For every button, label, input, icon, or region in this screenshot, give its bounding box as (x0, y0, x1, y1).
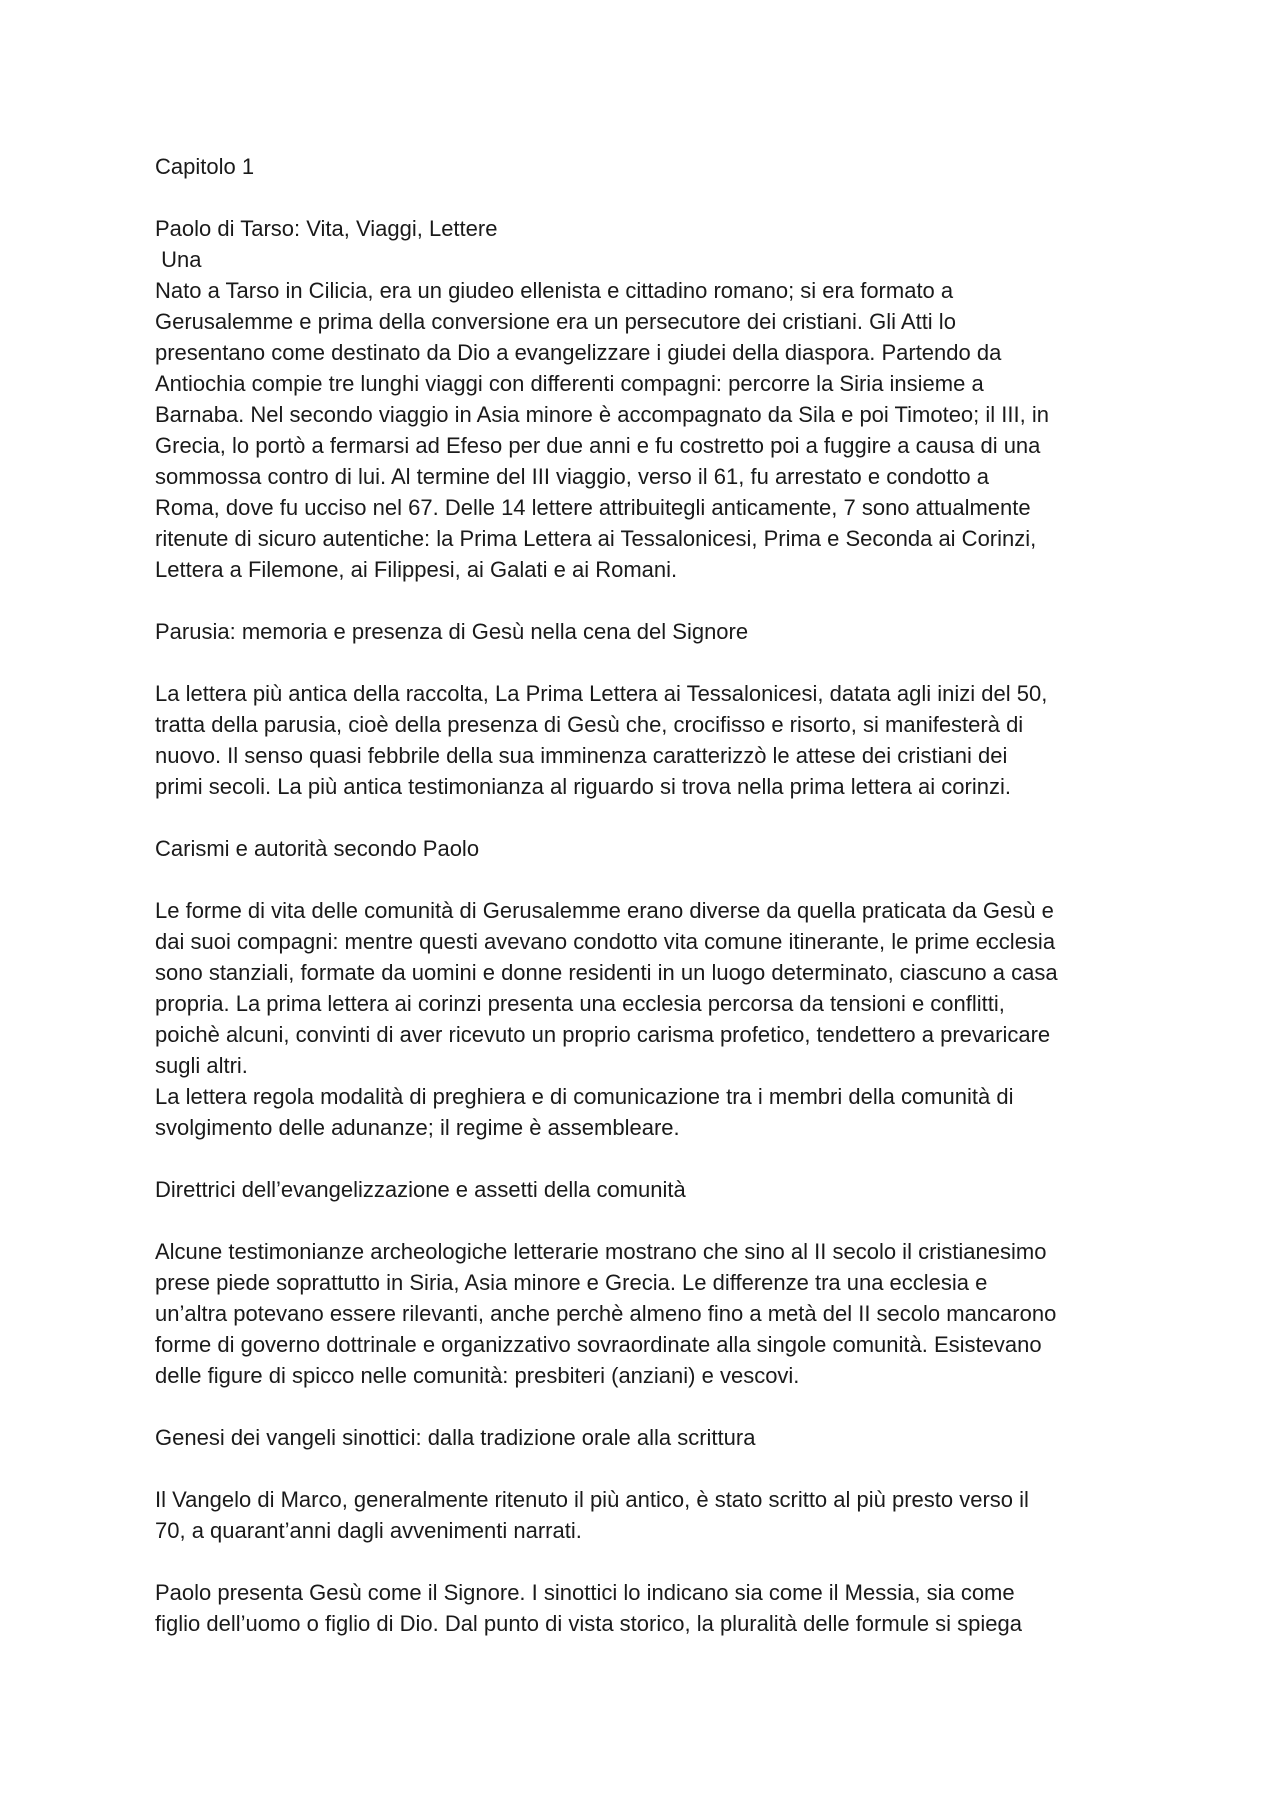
spacer (155, 182, 1155, 213)
spacer (155, 1205, 1155, 1236)
spacer (155, 585, 1155, 616)
paragraph-genesi-1: Il Vangelo di Marco, generalmente ritenuto il più antico, è stato scritto al più presto verso il 70, a quarant’anni dagli avvenimenti narrati. (155, 1487, 1029, 1543)
paragraph-carismi-1: Le forme di vita delle comunità di Gerusalemme erano diverse da quella praticata da Gesù e dai suoi compagni: mentre questi avevano condotto vita comune itinerante, le prime ecclesia sono stanziali, formate da uomini e donne residenti in un luogo determinato, ciascuno a casa propria. La prima lettera ai corinzi presenta una ecclesia percorsa da tensioni e conflitti, poichè alcuni, convinti di aver ricevuto un proprio carisma profetico, tendettero a prevaricare sugli altri. (155, 898, 1058, 1078)
paragraph-carismi-2: La lettera regola modalità di preghiera e di comunicazione tra i membri della comunità di svolgimento delle adunanze; il regime è assembleare. (155, 1084, 1014, 1140)
spacer (155, 864, 1155, 895)
spacer (155, 1391, 1155, 1422)
section-title-parusia: Parusia: memoria e presenza di Gesù nella cena del Signore (155, 619, 749, 644)
paragraph-direttrici: Alcune testimonianze archeologiche letterarie mostrano che sino al II secolo il cristianesimo prese piede soprattutto in Siria, Asia minore e Grecia. Le differenze tra una ecclesia e un’altra potevano essere rilevanti, anche perchè almeno fino a metà del II secolo mancarono forme di governo dottrinale e organizzativo sovraordinate alla singole comunità. Esistevano delle figure di spicco nelle comunità: presbiteri (anziani) e vescovi. (155, 1239, 1057, 1388)
section-title-carismi: Carismi e autorità secondo Paolo (155, 836, 480, 861)
spacer (155, 1143, 1155, 1174)
paragraph-paolo: Nato a Tarso in Cilicia, era un giudeo ellenista e cittadino romano; si era formato a Gerusalemme e prima della conversione era un persecutore dei cristiani. Gli Atti lo presentano come destinato da Dio a evangelizzare i giudei della diaspora. Partendo da Antiochia compie tre lunghi viaggi con differenti compagni: percorre la Siria insieme a Barnaba. Nel secondo viaggio in Asia minore è accompagnato da Sila e poi Timoteo; il III, in Grecia, lo portò a fermarsi ad Efeso per due anni e fu costretto poi a fuggire a causa di una sommossa contro di lui. Al termine del III viaggio, verso il 61, fu arrestato e condotto a Roma, dove fu ucciso nel 67. Delle 14 lettere attribuitegli anticamente, 7 sono attualmente ritenute di sicuro autentiche: la Prima Lettera ai Tessalonicesi, Prima e Seconda ai Corinzi, Lettera a Filemone, ai Filippesi, ai Galati e ai Romani. (155, 278, 1049, 582)
section-title-paolo: Paolo di Tarso: Vita, Viaggi, Lettere (155, 216, 498, 241)
spacer (155, 1546, 1155, 1577)
chapter-heading: Capitolo 1 (155, 154, 255, 179)
section-title-direttrici: Direttrici dell’evangelizzazione e assetti della comunità (155, 1177, 686, 1202)
document-body (155, 151, 1155, 1639)
paragraph-parusia: La lettera più antica della raccolta, La Prima Lettera ai Tessalonicesi, datata agli inizi del 50, tratta della parusia, cioè della presenza di Gesù che, crocifisso e risorto, si manifesterà di nuovo. Il senso quasi febbrile della sua imminenza caratterizzò le attese dei cristiani dei primi secoli. La più antica testimonianza al riguardo si trova nella prima lettera ai corinzi. (155, 681, 1048, 799)
spacer (155, 1453, 1155, 1484)
section-title-genesi: Genesi dei vangeli sinottici: dalla tradizione orale alla scrittura (155, 1425, 756, 1450)
paragraph-genesi-2: Paolo presenta Gesù come il Signore. I sinottici lo indicano sia come il Messia, sia come figlio dell’uomo o figlio di Dio. Dal punto di vista storico, la pluralità delle formule si spiega (155, 1580, 1022, 1636)
spacer (155, 802, 1155, 833)
spacer (155, 647, 1155, 678)
section-subtitle-paolo: Una (155, 247, 202, 272)
